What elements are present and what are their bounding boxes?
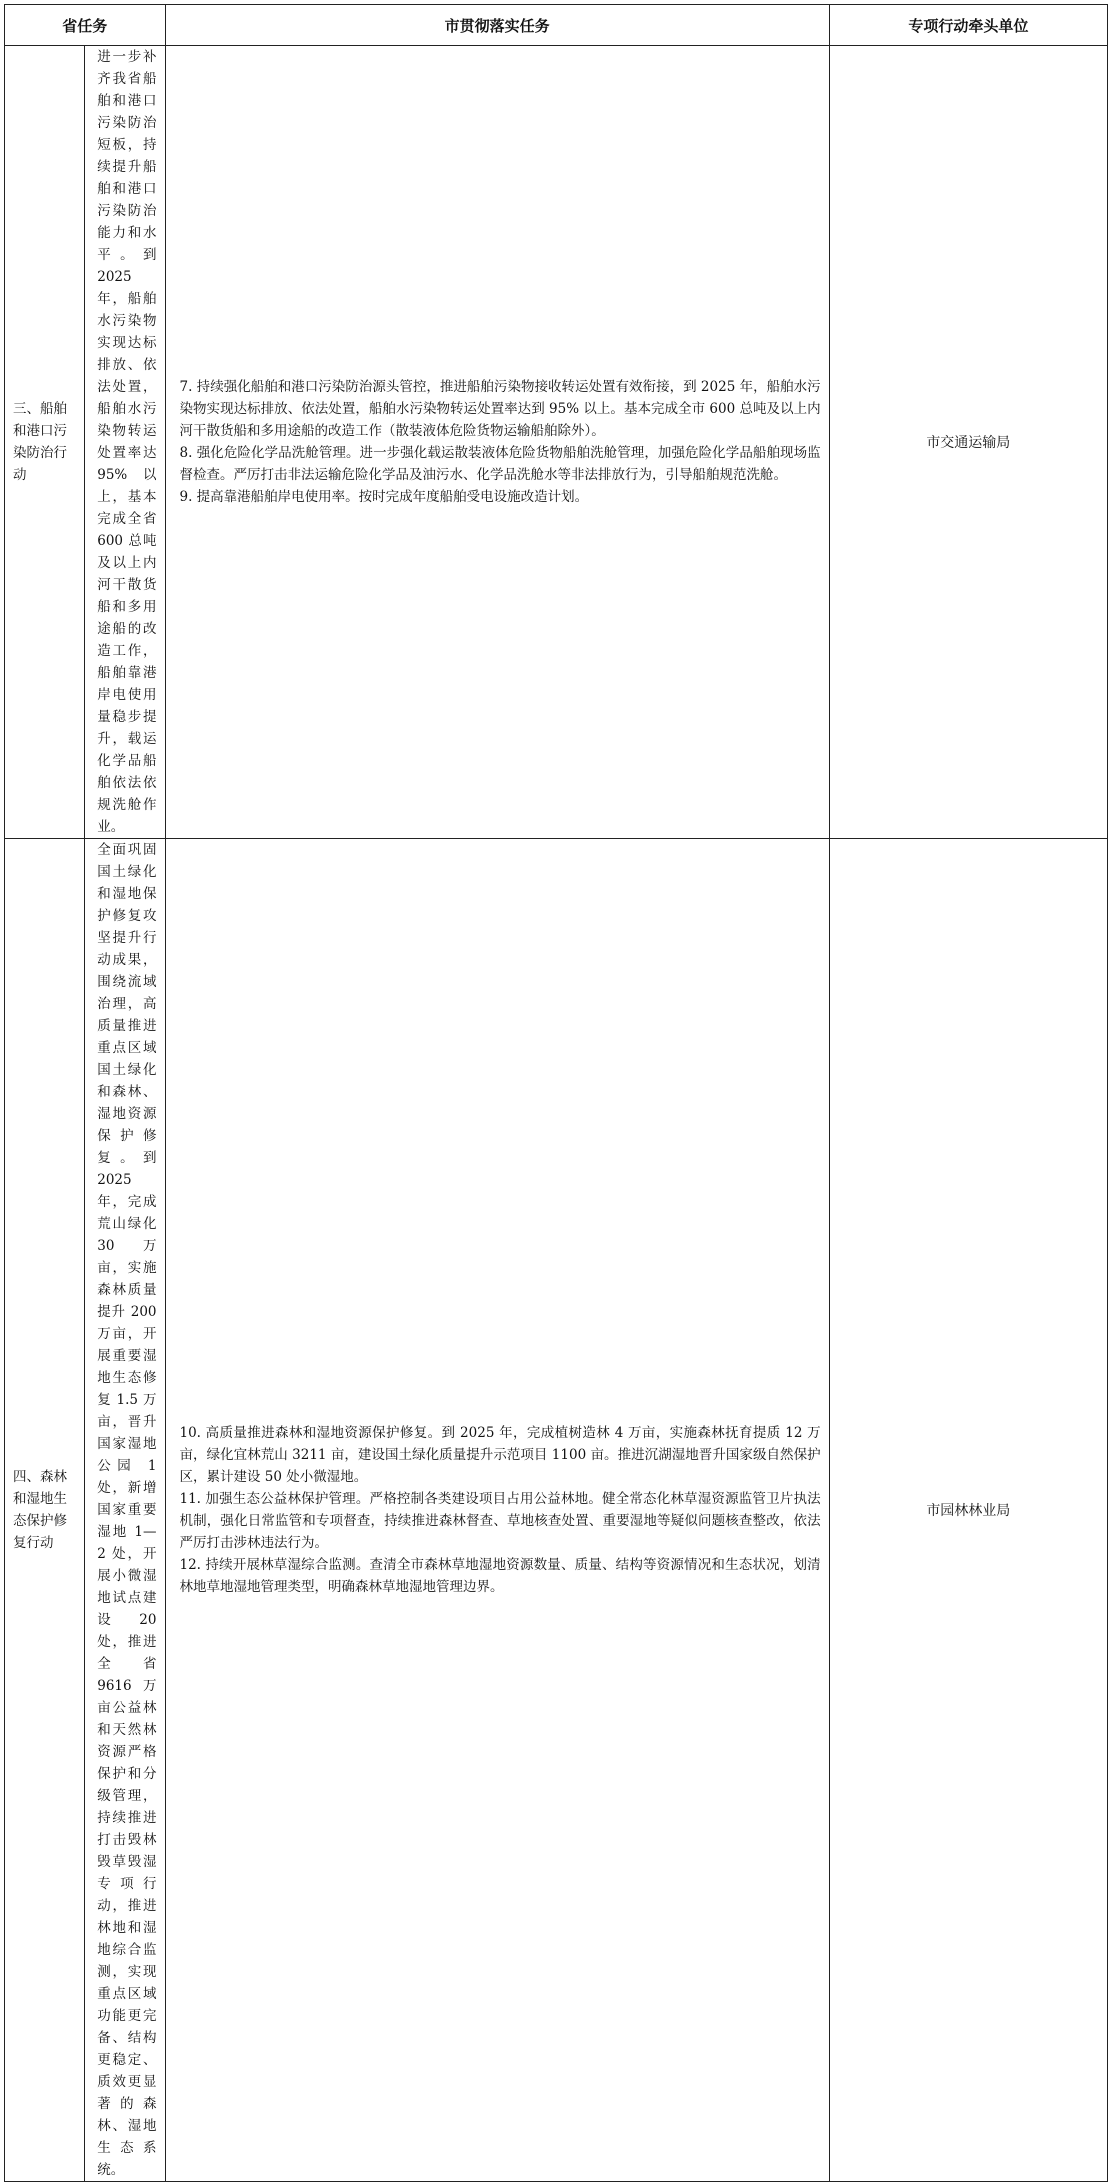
- lead-unit: 市交通运输局: [829, 46, 1107, 839]
- city-task-item: 9. 提高靠港船舶岸电使用率。按时完成年度船舶受电设施改造计划。: [179, 489, 589, 505]
- city-task-item: 8. 强化危险化学品洗舱管理。进一步强化载运散装液体危险货物船舶洗舱管理，加强危险化学品船舶现场监督检查。严厉打击非法运输危险化学品及油污水、化学品洗舱水等非法排放行为，引导船舶规范洗舱。: [179, 445, 821, 483]
- city-task-item: 7. 持续强化船舶和港口污染防治源头管控，推进船舶污染物接收转运处置有效衔接，到 2025 年，船舶水污染物实现达标排放、依法处置，船舶水污染物转运处置率达到 95% 以上。基本完成全市 600 总吨及以上内河干散货船和多用途船的改造工作（散装液体危险货物运输船舶除外）。: [179, 379, 821, 439]
- header-province-task: 省任务: [5, 5, 166, 46]
- city-task-item: 10. 高质量推进森林和湿地资源保护修复。到 2025 年，完成植树造林 4 万亩，实施森林抚育提质 12 万亩，绿化宜林荒山 3211 亩，建设国土绿化质量提升示范项目 1100 亩。推进沉湖湿地晋升国家级自然保护区，累计建设 50 处小微湿地。: [179, 1425, 821, 1485]
- header-city-task: 市贯彻落实任务: [165, 5, 829, 46]
- header-lead-unit: 专项行动牵头单位: [829, 5, 1107, 46]
- action-name: 三、船舶和港口污染防治行动: [5, 46, 85, 839]
- table-row: [5, 839, 1108, 2182]
- task-table: [4, 4, 1108, 2182]
- province-task-text: 进一步补齐我省船舶和港口污染防治短板，持续提升船舶和港口污染防治能力和水平。到 2025 年，船舶水污染物实现达标排放、依法处置，船舶水污染物转运处置率达 95% 以上，基本完成全省 600 总吨及以上内河干散货船和多用途船的改造工作，船舶靠港岸电使用量稳步提升，载运化学品船舶依法依规洗舱作业。: [85, 46, 165, 839]
- city-task-cell: [165, 839, 829, 2182]
- header-row: [5, 5, 1108, 46]
- province-task-text: 全面巩固国土绿化和湿地保护修复攻坚提升行动成果，围绕流域治理，高质量推进重点区域国土绿化和森林、湿地资源保护修复。到 2025 年，完成荒山绿化 30 万亩，实施森林质量提升 200 万亩，开展重要湿地生态修复 1.5 万亩，晋升国家湿地公园 1 处，新增国家重要湿地 1—2 处，开展小微湿地试点建设 20 处，推进全省 9616 万亩公益林和天然林资源严格保护和分级管理，持续推进打击毁林毁草毁湿专项行动，推进林地和湿地综合监测，实现重点区域功能更完备、结构更稳定、质效更显著的森林、湿地生态系统。: [85, 839, 165, 2182]
- lead-unit: 市园林林业局: [829, 839, 1107, 2182]
- table-row: [5, 46, 1108, 839]
- city-task-item: 12. 持续开展林草湿综合监测。查清全市森林草地湿地资源数量、质量、结构等资源情况和生态状况，划清林地草地湿地管理类型，明确森林草地湿地管理边界。: [179, 1557, 821, 1595]
- action-name: 四、森林和湿地生态保护修复行动: [5, 839, 85, 2182]
- city-task-cell: [165, 46, 829, 839]
- city-task-item: 11. 加强生态公益林保护管理。严格控制各类建设项目占用公益林地。健全常态化林草湿资源监管卫片执法机制，强化日常监管和专项督查，持续推进森林督查、草地核查处置、重要湿地等疑似问题核查整改，依法严厉打击涉林违法行为。: [179, 1491, 821, 1551]
